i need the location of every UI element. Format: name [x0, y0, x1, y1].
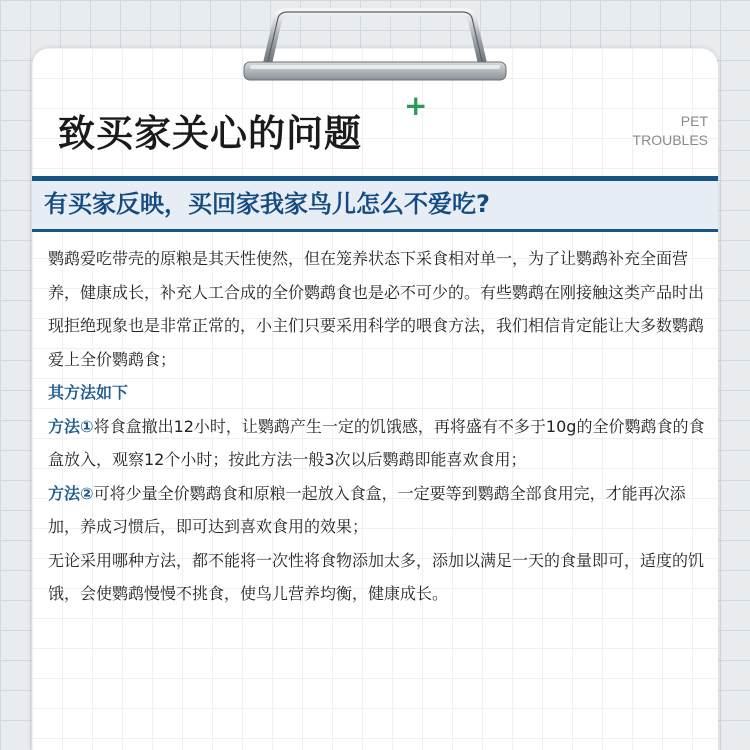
english-subtitle-line1: PET — [680, 113, 708, 129]
intro-paragraph: 鹦鹉爱吃带壳的原粮是其天性使然，但在笼养状态下采食相对单一，为了让鹦鹉补充全面营养，健康成长，补充人工合成的全价鹦鹉食也是必不可少的。有些鹦鹉在刚接触这类产品时出现拒绝现象也是非常正常的，小主们只要采用科学的喂食方法，我们相信肯定能让大多数鹦鹉爱上全价鹦鹉食； — [48, 249, 705, 369]
method-2-text: 可将少量全价鹦鹉食和原粮一起放入食盒，一定要等到鹦鹉全部食用完，才能再次添加，养成习惯后，即可达到喜欢食用的效果； — [48, 483, 686, 536]
plus-icon: + — [404, 89, 428, 122]
closing-paragraph: 无论采用哪种方法，都不能将一次性将食物添加太多，添加以满足一天的食量即可，适度的饥饿，会使鹦鹉慢慢不挑食，使鸟儿营养均衡，健康成长。 — [48, 550, 705, 603]
methods-heading: 其方法如下 — [48, 383, 129, 402]
method-1-paragraph — [48, 410, 712, 477]
question-banner — [32, 176, 718, 232]
method-2-label: 方法② — [48, 483, 94, 503]
english-subtitle-line2: TROUBLES — [632, 132, 708, 148]
page-title: 致买家关心的问题 — [58, 112, 362, 155]
clipboard-clip-icon — [238, 8, 512, 82]
answer-body — [48, 242, 712, 611]
method-2-paragraph — [48, 477, 712, 544]
question-heading: 有买家反映，买回家我家鸟儿怎么不爱吃? — [44, 190, 490, 218]
method-1-label: 方法① — [48, 416, 94, 436]
method-1-text: 将食盒撤出12小时，让鹦鹉产生一定的饥饿感，再将盛有不多于10g的全价鹦鹉食的食盒放入，观察12个小时；按此方法一般3次以后鹦鹉即能喜欢食用； — [48, 416, 705, 469]
english-subtitle — [633, 112, 708, 150]
